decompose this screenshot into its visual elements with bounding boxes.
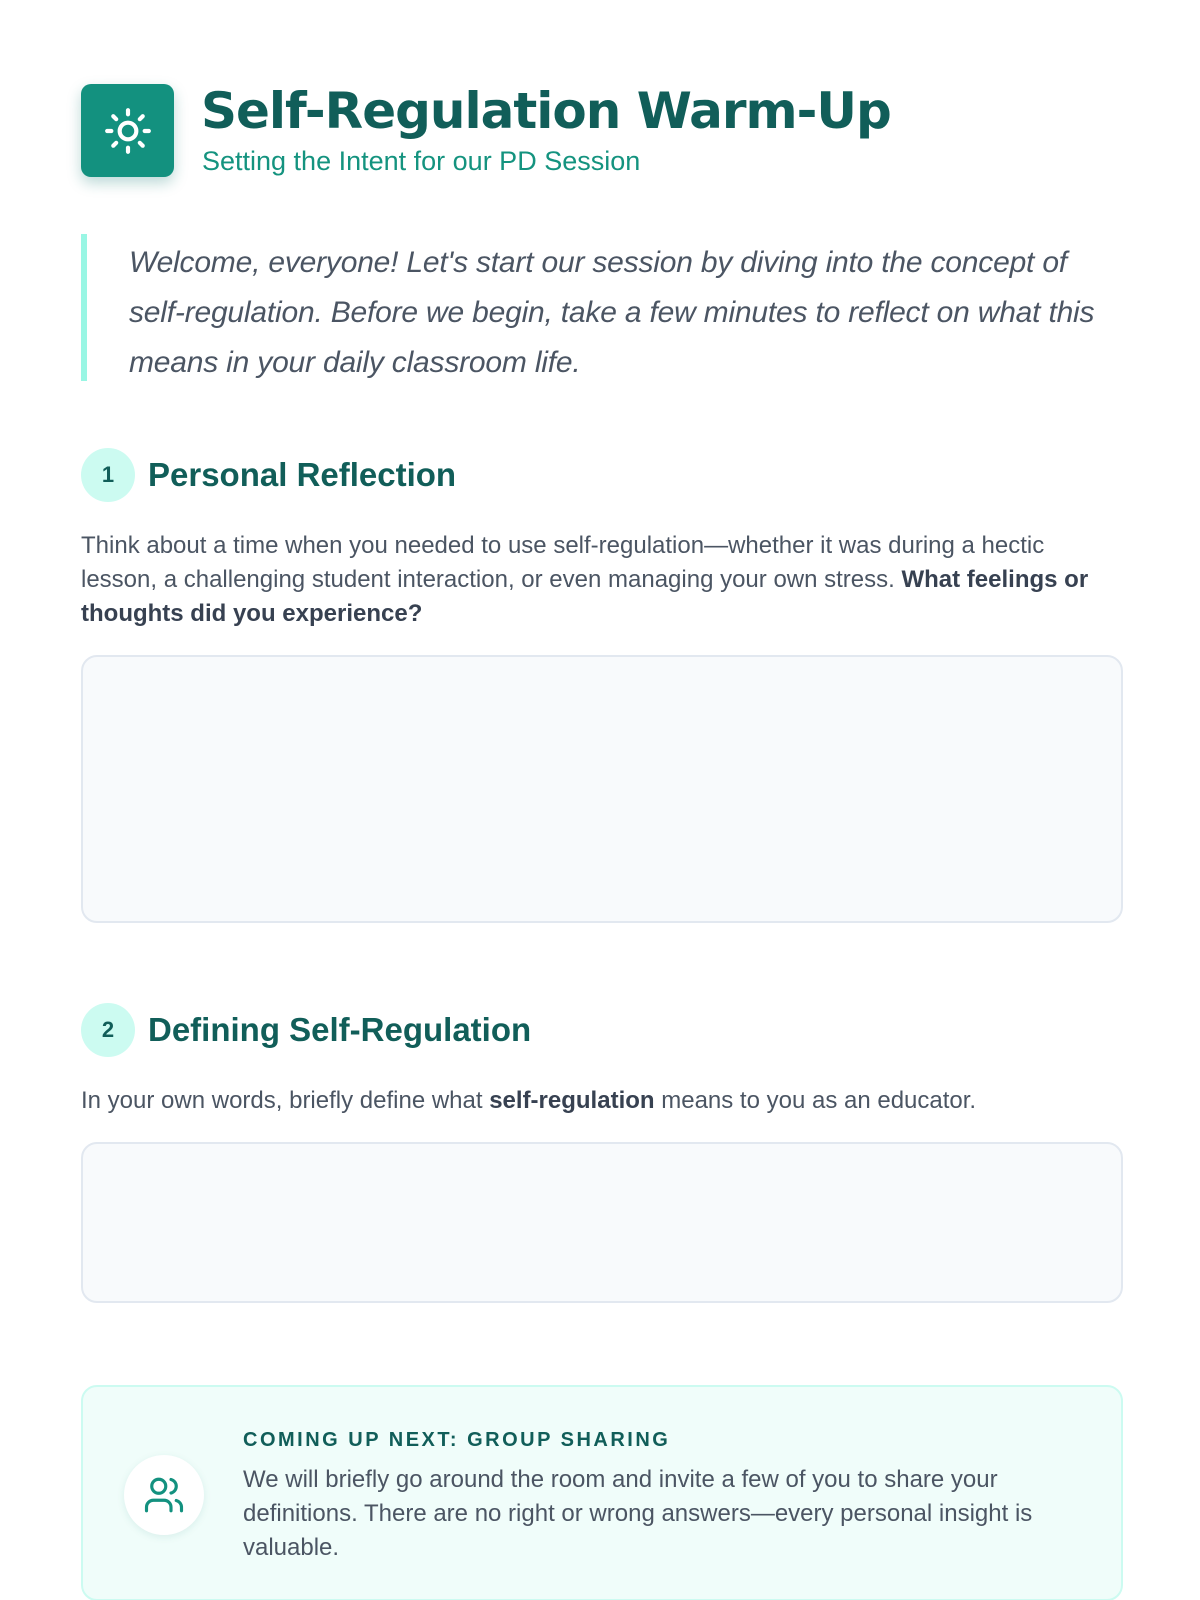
section-number-badge: 2 xyxy=(81,1003,135,1057)
header-logo xyxy=(81,84,174,177)
section-defining-self-regulation xyxy=(81,1003,1121,1057)
section-title: Defining Self-Regulation xyxy=(148,1011,532,1048)
page-title: Self-Regulation Warm-Up xyxy=(201,82,891,140)
intro-quote xyxy=(81,234,1121,381)
section-title: Personal Reflection xyxy=(148,456,457,493)
sun-icon xyxy=(103,106,153,156)
callout-icon-badge xyxy=(124,1455,204,1535)
section-prompt xyxy=(81,529,1121,631)
section-number-badge: 1 xyxy=(81,448,135,502)
callout-label: COMING UP NEXT: GROUP SHARING xyxy=(243,1429,671,1451)
page-subtitle: Setting the Intent for our PD Session xyxy=(202,146,641,176)
intro-text: Welcome, everyone! Let's start our session by diving into the concept of self-regulation. Before we begin, take a few minutes to reflect on what this means in your daily classroom life. xyxy=(129,246,1095,379)
prompt-text-after: means to you as an educator. xyxy=(654,1087,977,1114)
page-header xyxy=(81,84,1121,178)
definition-answer-input[interactable] xyxy=(81,1142,1123,1303)
section-prompt xyxy=(81,1084,1121,1118)
callout-text: We will briefly go around the room and invite a few of you to share your definitions. There are no right or wrong answers—every personal insight is valuable. xyxy=(243,1466,1033,1561)
prompt-question: What feelings or thoughts did you experience? xyxy=(81,566,1089,627)
users-icon xyxy=(143,1474,185,1516)
prompt-text: Think about a time when you needed to use self-regulation—whether it was during a hectic lesson, a challenging student interaction, or even managing your own stress. xyxy=(81,532,1045,593)
prompt-keyword: self-regulation xyxy=(489,1087,655,1114)
next-step-callout xyxy=(81,1385,1123,1600)
section-personal-reflection xyxy=(81,448,1121,502)
prompt-text-before: In your own words, briefly define what xyxy=(81,1087,490,1114)
reflection-answer-input[interactable] xyxy=(81,655,1123,923)
